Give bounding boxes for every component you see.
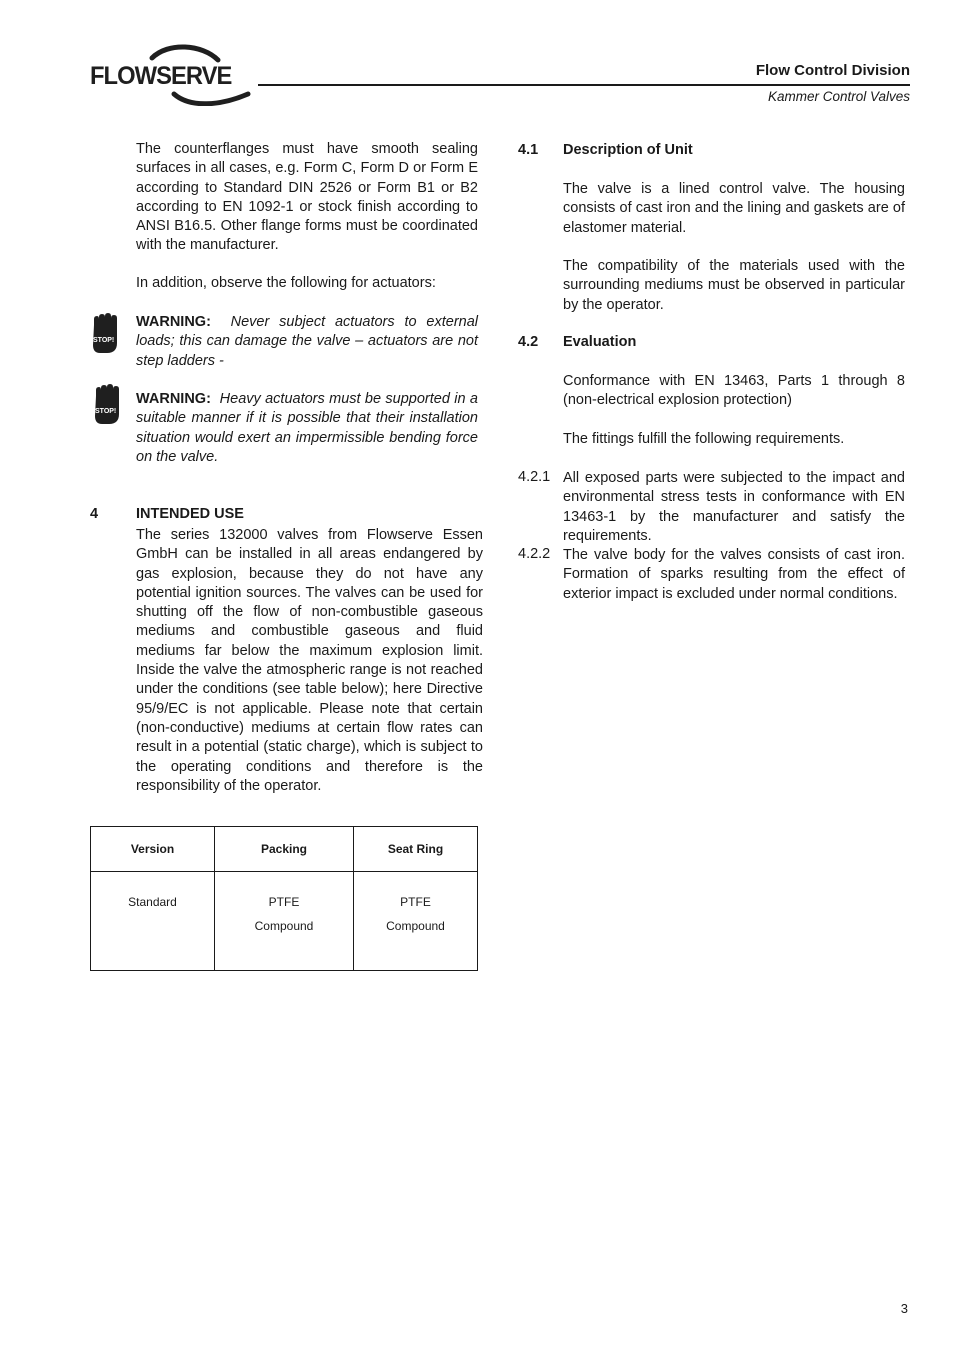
section-4-1-para-1: The valve is a lined control valve. The housing consists of cast iron and the lining and gaskets are of elastomer material.	[563, 181, 905, 236]
table-header-row	[91, 827, 478, 872]
logo-wordmark: FLOWSERVE	[90, 62, 232, 90]
cell-version	[91, 872, 215, 971]
section-4-2-para-1: Conformance with EN 13463, Parts 1 through 8 (non-electrical explosion protection)	[563, 373, 905, 409]
cell-seat-ring	[354, 872, 478, 971]
section-4-number: 4	[90, 506, 99, 522]
stop-label: STOP!	[95, 408, 117, 415]
section-4-2-title: Evaluation	[563, 334, 637, 350]
warning-2-label: WARNING:	[136, 391, 211, 407]
warning-2-text: Heavy actuators must be supported in a suitable manner if it is possible that their installation situation would exert an impermissible bending force on the valve.	[136, 391, 478, 465]
flowserve-logo	[90, 44, 256, 106]
page-number: 3	[900, 1301, 908, 1316]
warning-2	[136, 390, 478, 467]
section-4-2-number: 4.2	[518, 334, 539, 350]
stop-hand-icon	[92, 384, 122, 426]
division-subtitle: Kammer Control Valves	[767, 89, 910, 104]
division-title: Flow Control Division	[755, 62, 910, 79]
header-rule	[258, 84, 910, 86]
seat-value-2: Compound	[386, 919, 445, 933]
col-header-version: Version	[91, 827, 215, 872]
table-row	[91, 872, 478, 971]
section-4-2-1-number: 4.2.1	[518, 469, 551, 485]
materials-table	[90, 826, 478, 971]
section-4-1-title: Description of Unit	[563, 142, 693, 158]
cell-packing	[215, 872, 354, 971]
section-4-title: INTENDED USE	[136, 506, 244, 522]
section-4-2-1-text: All exposed parts were subjected to the impact and environmental stress tests in conformance with EN 13463-1 by the manufacturer and satisfy the requirements.	[563, 470, 905, 544]
warning-1-label: WARNING:	[136, 314, 211, 330]
seat-value-1: PTFE	[400, 895, 431, 909]
warning-1	[136, 313, 478, 371]
section-4-1-para-2: The compatibility of the materials used with the surrounding mediums must be observed in particular by the operator.	[563, 258, 905, 313]
stop-hand-icon	[90, 313, 120, 355]
section-4-2-para-2: The fittings fulfill the following requirements.	[563, 431, 845, 447]
packing-value-1: PTFE	[268, 895, 300, 909]
warning-1-text: Never subject actuators to external loads; this can damage the valve – actuators are not step ladders -	[136, 314, 478, 369]
version-value: Standard	[128, 895, 177, 909]
section-4-1-number: 4.1	[518, 142, 539, 158]
counterflange-paragraph: The counterflanges must have smooth sealing surfaces in all cases, e.g. Form C, Form D or Form E according to Standard DIN 2526 or Form B1 or B2 according to EN 1092-1 or stock finish according to ANSI B16.5. Other flange forms must be coordinated with the manufacturer.	[136, 141, 478, 254]
section-4-2-2-text: The valve body for the valves consists of cast iron. Formation of sparks resulting from the effect of exterior impact is excluded under normal conditions.	[563, 547, 905, 602]
packing-value-2: Compound	[254, 919, 314, 933]
col-header-packing: Packing	[215, 827, 354, 872]
actuator-intro: In addition, observe the following for actuators:	[136, 275, 436, 291]
section-4-text: The series 132000 valves from Flowserve Essen GmbH can be installed in all areas endangered by gas explosion, because they do not have any potential ignition sources. The valves can be used for shutting off the flow of non-combustible gaseous mediums and combustible gaseous and fluid mediums far below the maximum explosion limit. Inside the valve the atmospheric range is not reached under the conditions (see table below); here Directive 95/9/EC is not applicable. Please note that certain (non-conductive) mediums at certain flow rates can result in a potential (static charge), which is subject to the operating conditions and therefore is the responsibility of the operator.	[136, 527, 483, 794]
section-4-2-2-number: 4.2.2	[518, 546, 551, 562]
stop-label: STOP!	[93, 337, 115, 344]
col-header-seat-ring: Seat Ring	[354, 827, 478, 872]
